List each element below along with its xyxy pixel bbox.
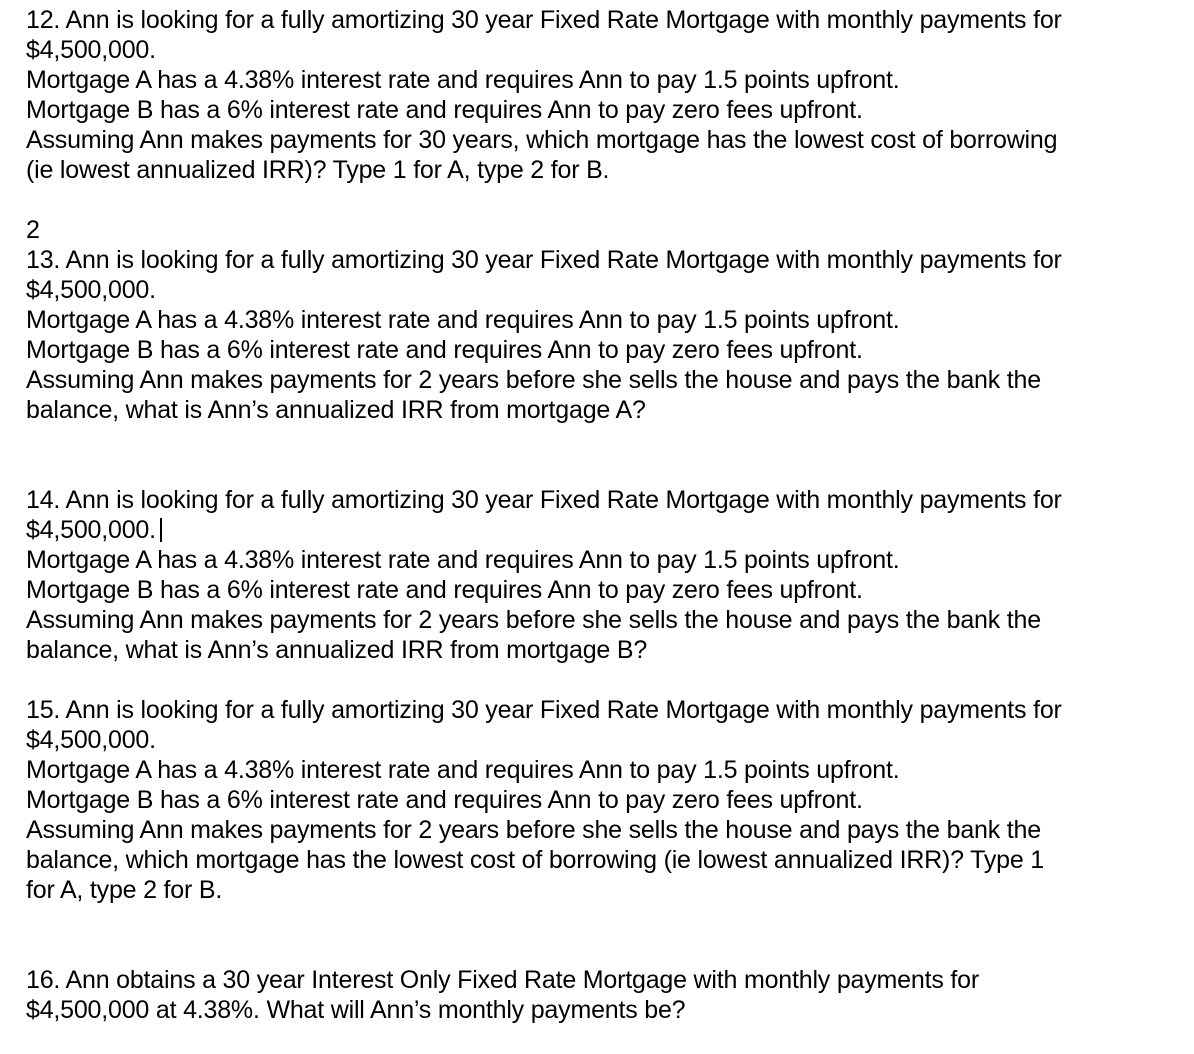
question-text-line: Assuming Ann makes payments for 30 years, which mortgage has the lowest cost of borrowing — [26, 126, 1058, 154]
question-text-line: Mortgage A has a 4.38% interest rate and requires Ann to pay 1.5 points upfront. — [26, 756, 900, 784]
blank-line — [26, 455, 1190, 485]
question-text-line: balance, what is Ann’s annualized IRR from mortgage A? — [26, 396, 646, 424]
blank-line — [26, 935, 1190, 965]
document-body — [26, 5, 1190, 1025]
question-15 — [26, 695, 1190, 905]
question-text-line: Mortgage B has a 6% interest rate and requires Ann to pay zero fees upfront. — [26, 576, 863, 604]
question-16 — [26, 965, 1190, 1025]
question-text-line: Mortgage A has a 4.38% interest rate and requires Ann to pay 1.5 points upfront. — [26, 306, 900, 334]
text-cursor — [160, 518, 162, 542]
question-text-line: Mortgage B has a 6% interest rate and requires Ann to pay zero fees upfront. — [26, 96, 863, 124]
question-text-line: balance, what is Ann’s annualized IRR from mortgage B? — [26, 636, 648, 664]
question-text-line: Assuming Ann makes payments for 2 years before she sells the house and pays the bank the — [26, 366, 1041, 394]
question-text-line: $4,500,000. — [26, 726, 156, 754]
question-text-line: balance, which mortgage has the lowest cost of borrowing (ie lowest annualized IRR)? Type 1 — [26, 846, 1045, 874]
question-text-line: Mortgage A has a 4.38% interest rate and requires Ann to pay 1.5 points upfront. — [26, 66, 900, 94]
question-text-line: 14. Ann is looking for a fully amortizing 30 year Fixed Rate Mortgage with monthly payments for — [26, 486, 1062, 514]
question-text-line: 12. Ann is looking for a fully amortizing 30 year Fixed Rate Mortgage with monthly payments for — [26, 6, 1062, 34]
question-text-line: 13. Ann is looking for a fully amortizing 30 year Fixed Rate Mortgage with monthly payments for — [26, 246, 1062, 274]
question-text-line: Assuming Ann makes payments for 2 years before she sells the house and pays the bank the — [26, 816, 1041, 844]
question-text-line: Assuming Ann makes payments for 2 years before she sells the house and pays the bank the — [26, 606, 1041, 634]
blank-line — [26, 425, 1190, 455]
answer-12[interactable]: 2 — [26, 216, 40, 244]
question-text-line: 16. Ann obtains a 30 year Interest Only Fixed Rate Mortgage with monthly payments for — [26, 966, 979, 994]
question-text-line-with-cursor[interactable] — [26, 515, 1190, 545]
question-text-line: $4,500,000 at 4.38%. What will Ann’s monthly payments be? — [26, 996, 686, 1024]
question-text-line: 15. Ann is looking for a fully amortizing 30 year Fixed Rate Mortgage with monthly payments for — [26, 696, 1062, 724]
question-12 — [26, 5, 1190, 185]
question-14 — [26, 485, 1190, 665]
question-text-line: (ie lowest annualized IRR)? Type 1 for A, type 2 for B. — [26, 156, 610, 184]
question-13 — [26, 245, 1190, 425]
blank-line — [26, 185, 1190, 215]
question-text-line: Mortgage B has a 6% interest rate and requires Ann to pay zero fees upfront. — [26, 786, 863, 814]
question-text-line: Mortgage A has a 4.38% interest rate and requires Ann to pay 1.5 points upfront. — [26, 546, 900, 574]
question-text-line: Mortgage B has a 6% interest rate and requires Ann to pay zero fees upfront. — [26, 336, 863, 364]
question-text-line: $4,500,000. — [26, 276, 156, 304]
question-text-line: $4,500,000. — [26, 36, 156, 64]
blank-line — [26, 665, 1190, 695]
question-text: $4,500,000. — [26, 516, 156, 544]
question-text-line: for A, type 2 for B. — [26, 876, 223, 904]
blank-line — [26, 905, 1190, 935]
